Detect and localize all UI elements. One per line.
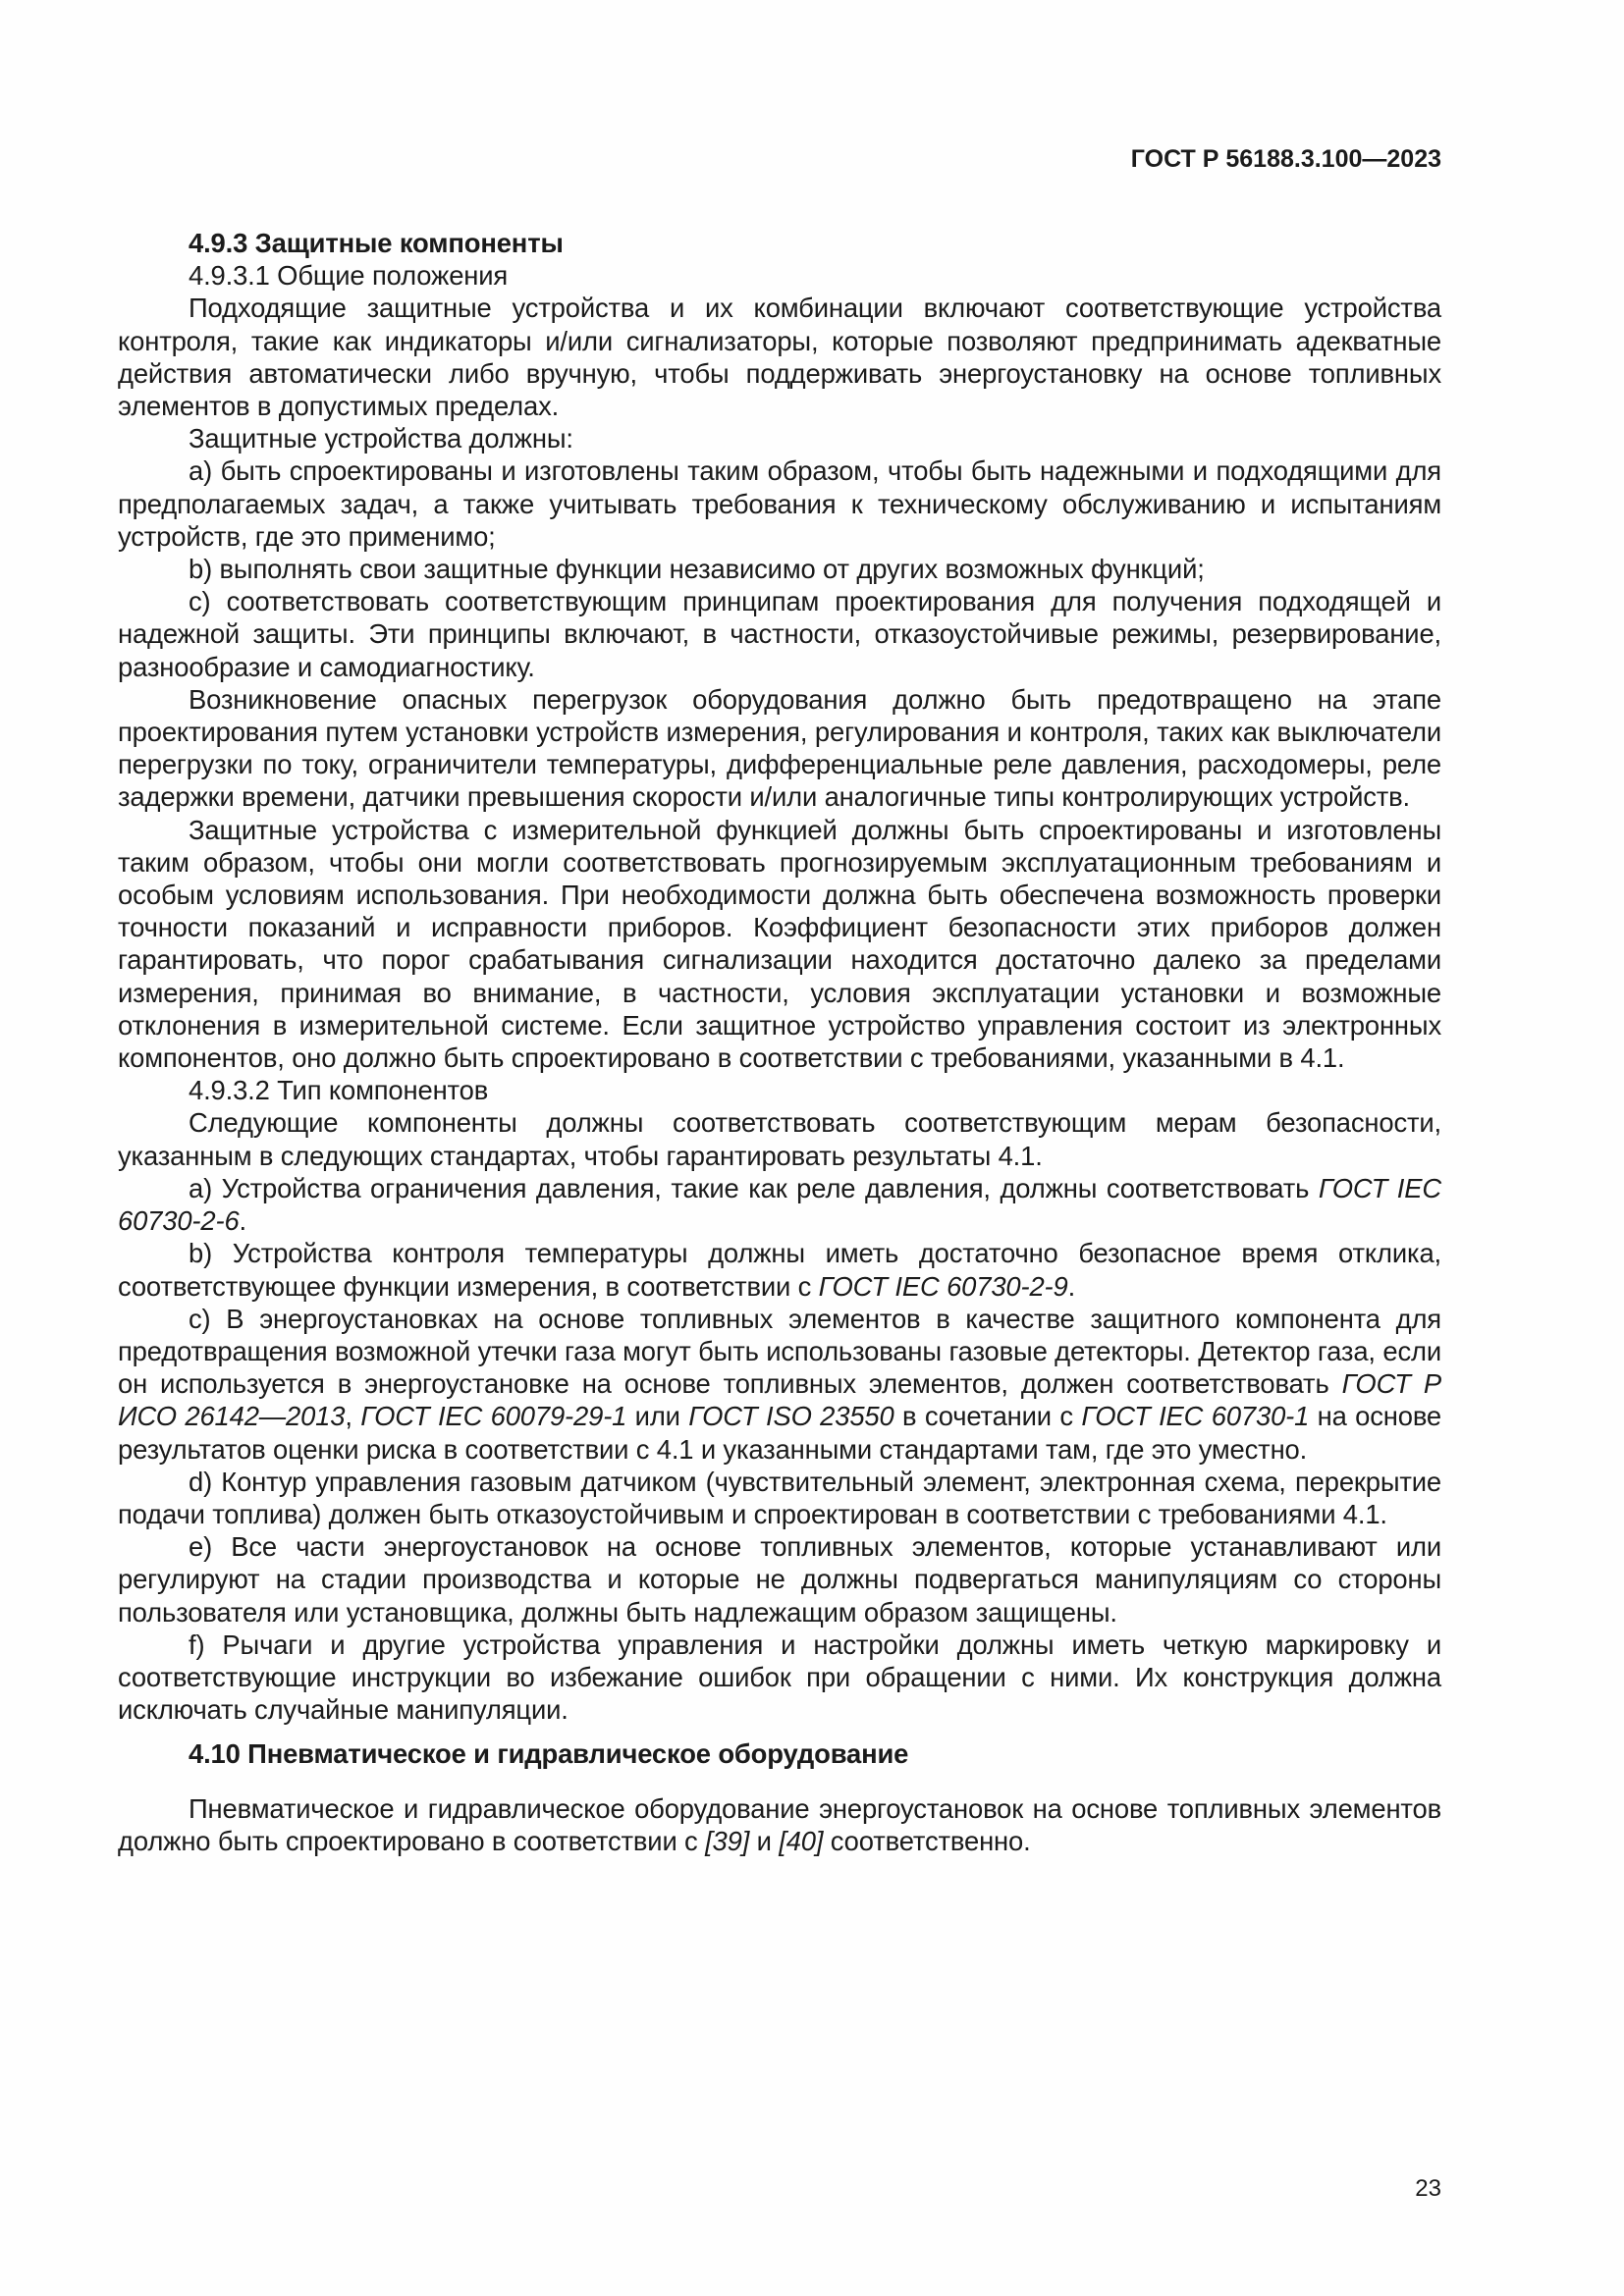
- list-item-b: b) выполнять свои защитные функции независимо от других возможных функций;: [189, 554, 1205, 585]
- paragraph: Подходящие защитные устройства и их комбинации включают соответствующие устройства контроля, такие как индикаторы и/или сигнализаторы, которые позволяют предпринимать адекватные действия автоматически либо вручную, чтобы поддерживать энергоустановку на основе топливных элементов в допустимых пределах.: [118, 293, 1441, 422]
- text-run: .: [1067, 1270, 1076, 1302]
- text-run: или: [626, 1401, 689, 1432]
- paragraph: Защитные устройства с измерительной функцией должны быть спроектированы и изготовлены таким образом, чтобы они могли соответствовать прогнозируемым эксплуатационным требованиям и особым условиям использования. При необходимости должна быть обеспечена возможность проверки точности показаний и исправности приборов. Коэффициент безопасности этих приборов должен гарантировать, что порог срабатывания сигнализации находится достаточно далеко за пределами измерения, принимая во внимание, в частности, условия эксплуатации установки и возможные отклонения в измерительной системе. Если защитное устройство управления состоит из электронных компонентов, оно должно быть спроектировано в соответствии с требованиями, указанными в 4.1.: [118, 814, 1441, 1074]
- list-item-a: а) быть спроектированы и изготовлены таким образом, чтобы быть надежными и подходящими для предполагаемых задач, а также учитывать требования к техническому обслуживанию и испытаниям устройств, где это применимо;: [118, 455, 1441, 552]
- list-item-a: [118, 1172, 1441, 1237]
- list-item-b: [118, 1237, 1441, 1302]
- text-run: на основе результатов оценки риска в соответствии с 4.1 и указанными стандартами там, где это уместно.: [118, 1401, 1442, 1465]
- standard-reference: ГОСТ IEC 60079-29-1: [360, 1401, 627, 1432]
- document-code-header: ГОСТ Р 56188.3.100—2023: [1130, 145, 1441, 173]
- text-run: в сочетании с: [893, 1401, 1082, 1432]
- paragraph: [118, 1792, 1441, 1857]
- standard-reference: ГОСТ IEC 60730-2-9: [818, 1270, 1068, 1302]
- document-body: [118, 227, 1441, 1857]
- standard-reference: ГОСТ IEC 60730-1: [1081, 1401, 1310, 1432]
- text-run: соответственно.: [823, 1825, 1031, 1856]
- text-run: а) Устройства ограничения давления, такие как реле давления, должны соответствовать: [189, 1172, 1319, 1203]
- bibliography-reference: [39]: [705, 1825, 750, 1856]
- text-run: с) В энергоустановках на основе топливных элементов в качестве защитного компонента для предотвращения возможной утечки газа могут быть использованы газовые детекторы. Детектор газа, если он используется в энергоустановке на основе топливных элементов, должен соответствовать: [118, 1303, 1441, 1400]
- text-run: и: [749, 1825, 780, 1856]
- standard-reference: ГОСТ IEC 60730-2-6: [118, 1172, 1441, 1237]
- text-run: b) Устройства контроля температуры должны иметь достаточно безопасное время отклика, соответствующее функции измерения, в соответствии с: [118, 1238, 1441, 1302]
- text-run: Пневматическое и гидравлическое оборудование энергоустановок на основе топливных элементов должно быть спроектировано в соответствии с: [118, 1792, 1441, 1856]
- paragraph: Защитные устройства должны:: [189, 423, 573, 454]
- bibliography-reference: [40]: [779, 1825, 824, 1856]
- list-item-e: е) Все части энергоустановок на основе топливных элементов, которые устанавливают или регулируют на стадии производства и которые не должны подвергаться манипуляциям со стороны пользователя или установщика, должны быть надлежащим образом защищены.: [118, 1531, 1441, 1628]
- section-heading-4-10: 4.10 Пневматическое и гидравлическое оборудование: [189, 1738, 909, 1770]
- list-item-f: f) Рычаги и другие устройства управления и настройки должны иметь четкую маркировку и соответствующие инструкции во избежание ошибок при обращении с ними. Их конструкция должна исключать случайные манипуляции.: [118, 1629, 1441, 1726]
- standard-reference: ГОСТ ISO 23550: [688, 1401, 894, 1432]
- page-number: 23: [1415, 2175, 1441, 2202]
- text-run: .: [239, 1205, 246, 1237]
- list-item-d: d) Контур управления газовым датчиком (чувствительный элемент, электронная схема, перекрытие подачи топлива) должен быть отказоустойчивым и спроектирован в соответствии с требованиями 4.1.: [118, 1466, 1441, 1529]
- section-heading-4-9-3: 4.9.3 Защитные компоненты: [189, 228, 564, 258]
- subsection-heading-4-9-3-1: 4.9.3.1 Общие положения: [189, 260, 509, 292]
- subsection-heading-4-9-3-2: 4.9.3.2 Тип компонентов: [189, 1075, 489, 1106]
- text-run: ,: [345, 1401, 361, 1432]
- list-item-c: [118, 1303, 1441, 1466]
- standard-reference: ГОСТ Р ИСО 26142—2013: [118, 1368, 1441, 1432]
- paragraph: Следующие компоненты должны соответствовать соответствующим мерам безопасности, указанным в следующих стандартах, чтобы гарантировать результаты 4.1.: [118, 1107, 1441, 1171]
- list-item-c: с) соответствовать соответствующим принципам проектирования для получения подходящей и надежной защиты. Эти принципы включают, в частности, отказоустойчивые режимы, резервирование, разнообразие и самодиагностику.: [118, 586, 1441, 682]
- paragraph: Возникновение опасных перегрузок оборудования должно быть предотвращено на этапе проектирования путем установки устройств измерения, регулирования и контроля, таких как выключатели перегрузки по току, ограничители температуры, дифференциальные реле давления, расходомеры, реле задержки времени, датчики превышения скорости и/или аналогичные типы контролирующих устройств.: [118, 683, 1441, 813]
